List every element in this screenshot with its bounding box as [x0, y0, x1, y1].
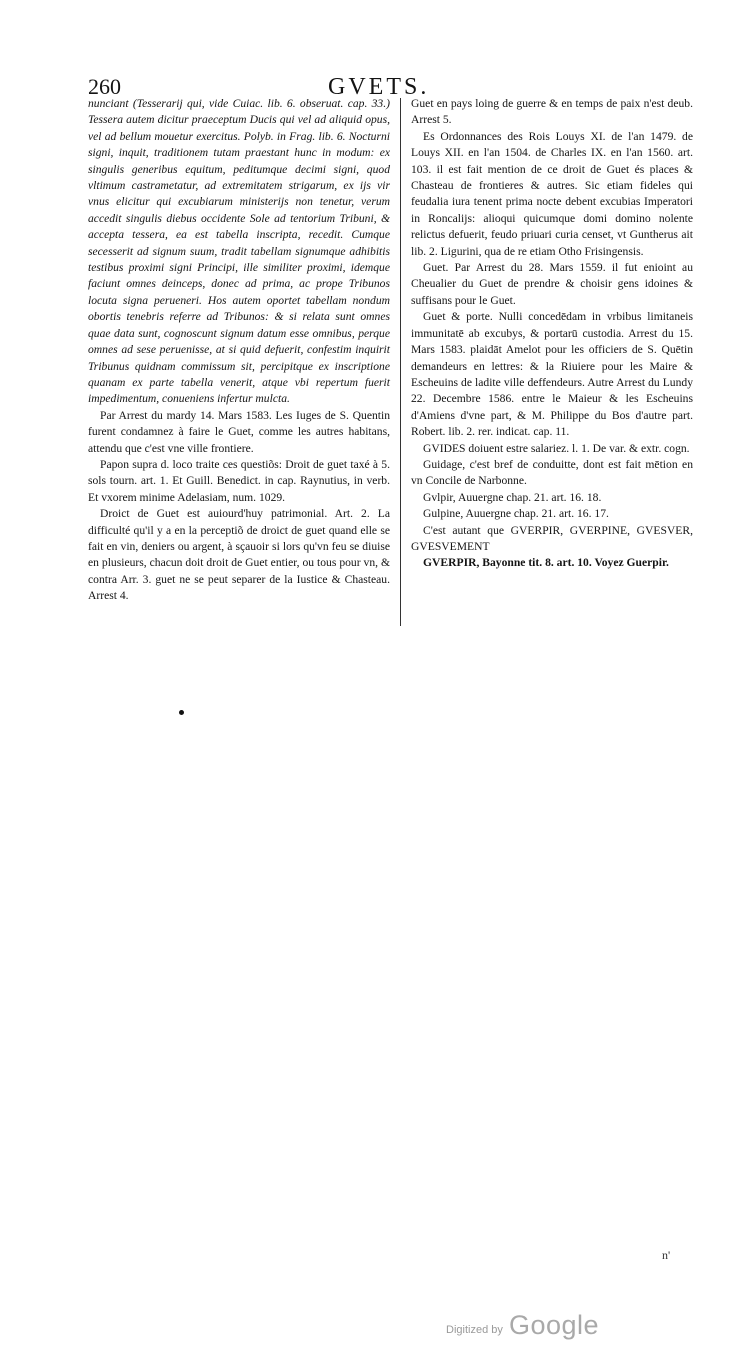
entry-gulpine: Gulpine, Auuergne chap. 21. art. 16. 17. [423, 507, 609, 521]
page-number: 260 [88, 74, 121, 99]
ink-dot [179, 710, 184, 715]
entry-gulpir: Gvlpir, Auuergne chap. 21. art. 16. 18. [423, 490, 602, 504]
google-watermark [446, 1310, 616, 1346]
paragraph-ordonnances: Es Ordonnances des Rois Louys XI. de l'an 1479. de Louys XII. en l'an 1504. de Charles IX. en l'an 1560. art. 103. il est fait mention de ce droit de Guet és places & Chasteau de frontieres & autres. Sic etiam fideles qui feudalia iura tenent prima nocte debent excubias Imperatori in Roncalijs: alioqui quicumque domi domino nolente relictus defuerit, feudo priuari curia censet, vt Guntherus ait lib. 2. Ligurini, qua de re etiam Otho Frisingensis. [411, 129, 693, 258]
digitized-by-label: Digitized by [446, 1324, 503, 1336]
left-column [88, 96, 390, 605]
entry-guerpir: GVERPIR, Bayonne tit. 8. art. 10. Voyez Guerpir. [423, 556, 669, 570]
paragraph-droict-de-guet: Droict de Guet est auiourd'huy patrimonial. Art. 2. La difficulté qu'il y a en la perceptiõ de droict de guet quand elle se fait en vin, deniers ou argent, à sçauoir si lors qu'vn feu se diuise en plusieurs, chacun doit droit de Guet entier, ou tous pour vn, & contra Arr. 3. guet ne se peut separer de la Iustice & Chasteau. Arrest 4. [88, 507, 390, 603]
running-title: GVETS. [328, 74, 430, 100]
paragraph-guet-et-porte: Guet & porte. Nulli concedēdam in vrbibus limitaneis immunitatē ab excubys, & portarū custodia. Arrest du 15. Mars 1583. plaidāt Amelot pour les officiers de S. Quētin demandeurs en lettres: & la Riuiere pour les Maire & Escheuins de ladite ville deffendeurs. Autre Arrest du Lundy 22. Decembre 1586. entre le Maieur & les Escheuins d'Amiens d'vne part, & M. Philippe du Bos d'autre part. Robert. lib. 2. rer. indicat. cap. 11. [411, 310, 693, 439]
margin-mark: n' [662, 1248, 671, 1262]
paragraph-arrest-saint-quentin: Par Arrest du mardy 14. Mars 1583. Les Iuges de S. Quentin furent condamnez à faire le Guet, comme les autres habitans, attendu que c'est vne ville frontiere. [88, 408, 390, 455]
paragraph-guet-pays-loing: Guet en pays loing de guerre & en temps de paix n'est deub. Arrest 5. [411, 97, 693, 127]
entry-guidage: Guidage, c'est bref de conduitte, dont est fait mētion en vn Concile de Narbonne. [411, 457, 693, 488]
paragraph-arrest-1559: Guet. Par Arrest du 28. Mars 1559. il fut enioint au Cheualier du Guet de prendre & choisir gens idoines & suffisans pour le Guet. [411, 261, 693, 307]
entry-autant-que: C'est autant que GVERPIR, GVERPINE, GVESVER, GVESVEMENT [411, 523, 693, 553]
entry-guides: GVIDES doiuent estre salariez. l. 1. De var. & extr. cogn. [423, 441, 690, 455]
paragraph-papon: Papon supra d. loco traite ces questiõs: Droit de guet taxé à 5. sols tourn. art. 1. Et Guill. Benedict. in cap. Raynutius, in verb. Et vxorem minime Adelasiam, num. 1029. [88, 457, 390, 504]
column-divider [400, 98, 401, 626]
right-column [411, 96, 693, 572]
google-logo: Google [509, 1310, 600, 1340]
paragraph-latin-quote: nunciant (Tesserarij qui, vide Cuiac. lib. 6. obseruat. cap. 33.) Tessera autem dicitur praeceptum Ducis qui vel ad aliquid opus, vel ad bellum mouetur exercitus. Polyb. in Frag. lib. 6. Nocturni signi, inquit, traditionem tutam praestant hunc in modum: ex singulis generibus equitum, peditumque decimi signi, quod vltimum castrametatur, ad extremitatem strigarum, ex ijs vir vnus elicitur qui excubiarum ministerijs non tenetur, verum accedit singulis diebus occidente Sole ad tentorium Tribuni, & accepta tessera, ea est tabella inscripta, recedit. Cumque secesserit ad signum suum, tradit tabellam signumque adhibitis testibus proximi signi Principi, ille similiter proximi, idemque faciunt omnes deinceps, donec ad prima, ac prope Tribunos locuta signa perueneri. Hos autem oportet tabellam nondum obortis tenebris referre ad Tribunos: & si relata sunt omnes quae data sunt, cognoscunt signum datum esse omnibus, perque omnes ad sese peruenisse, at si quid defuerit, confestim inquirit Tribunus quidnam commissum sit, percipitque ex inscriptione quanam ex parte tabella venerit, atque vbi repertum fuerit impedimentum, conueniens infertur mulcta. [88, 97, 390, 406]
